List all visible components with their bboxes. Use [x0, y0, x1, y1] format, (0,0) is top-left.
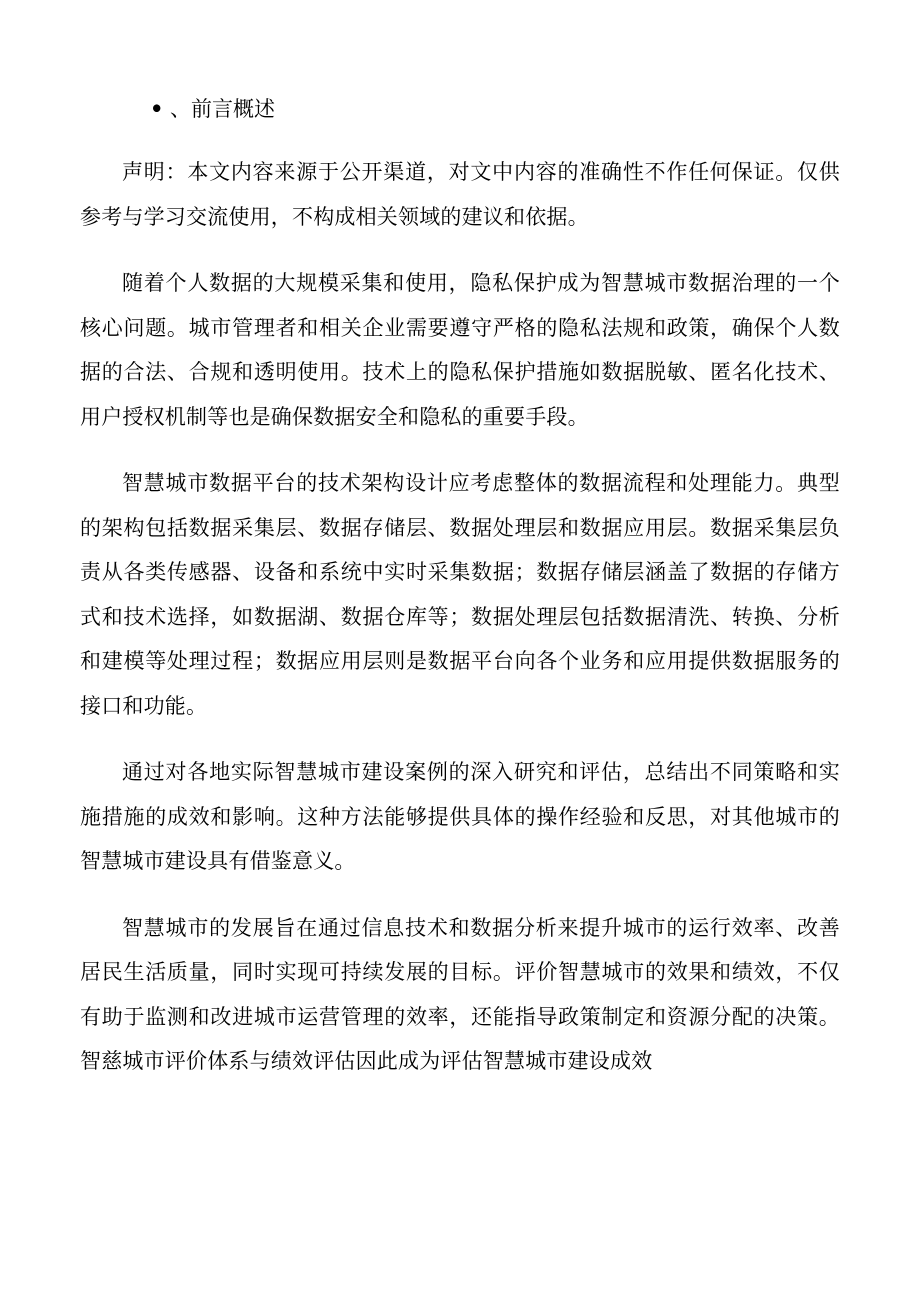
document-body: [80, 150, 840, 1106]
section-heading-text: 、前言概述: [170, 97, 275, 121]
paragraph-architecture: 智慧城市数据平台的技术架构设计应考虑整体的数据流程和处理能力。典型的架构包括数据采集层、数据存储层、数据处理层和数据应用层。数据采集层负责从各类传感器、设备和系统中实时采集数据；数据存储层涵盖了数据的存储方式和技术选择，如数据湖、数据仓库等；数据处理层包括数据清洗、转换、分析和建模等处理过程；数据应用层则是数据平台向各个业务和应用提供数据服务的接口和功能。: [80, 471, 840, 718]
paragraph-case-study: 通过对各地实际智慧城市建设案例的深入研究和评估，总结出不同策略和实施措施的成效和影响。这种方法能够提供具体的操作经验和反思，对其他城市的智慧城市建设具有借鉴意义。: [80, 760, 840, 873]
bullet-icon: •: [150, 96, 164, 121]
section-heading: [150, 91, 275, 127]
paragraph-evaluation: 智慧城市的发展旨在通过信息技术和数据分析来提升城市的运行效率、改善居民生活质量，同时实现可持续发展的目标。评价智慧城市的效果和绩效，不仅有助于监测和改进城市运营管理的效率，还能指导政策制定和资源分配的决策。智慈城市评价体系与绩效评估因此成为评估智慧城市建设成效: [80, 915, 840, 1073]
paragraph-privacy: 随着个人数据的大规模采集和使用，隐私保护成为智慧城市数据治理的一个核心问题。城市管理者和相关企业需要遵守严格的隐私法规和政策，确保个人数据的合法、合规和透明使用。技术上的隐私保护措施如数据脱敏、匿名化技术、用户授权机制等也是确保数据安全和隐私的重要手段。: [80, 271, 840, 429]
paragraph-disclaimer: 声明：本文内容来源于公开渠道，对文中内容的准确性不作任何保证。仅供参考与学习交流使用，不构成相关领域的建议和依据。: [80, 160, 840, 229]
